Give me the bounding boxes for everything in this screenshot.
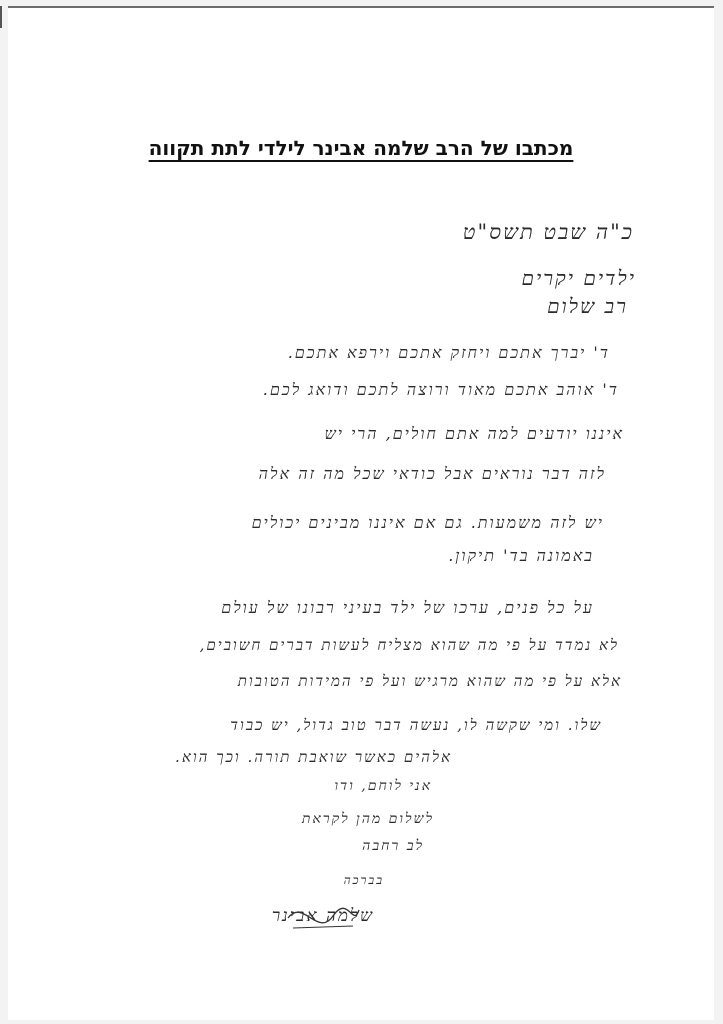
letter-greeting: ילדים יקרים <box>521 266 636 290</box>
letter-page <box>8 6 714 1020</box>
letter-line: יש לזה משמעות. גם אם איננו מבינים יכולים <box>251 513 604 532</box>
signature-label: בברכה <box>343 873 384 887</box>
letter-date: כ"ה שבט תשס"ט <box>462 220 634 244</box>
page-title: מכתבו של הרב שלמה אבינר לילדי לתת תקווה <box>148 136 574 160</box>
closing-line: לב רחבה <box>362 838 424 854</box>
letter-line: לזה דבר נוראים אבל כודאי שכל מה זה אלה <box>258 464 606 483</box>
handwritten-signature <box>283 898 363 943</box>
signature-text: שלמה אבינר <box>271 906 374 926</box>
letter-line: על כל פנים, ערכו של ילד בעיני רבונו של עולם <box>221 598 594 617</box>
scan-edge-mark <box>0 6 2 28</box>
letter-line: באמונה בד' תיקון. <box>448 546 594 565</box>
letter-line: ד' יברך אתכם ויחזק אתכם וירפא אתכם. <box>287 343 610 362</box>
letter-line: איננו יודעים למה אתם חולים, הרי יש <box>324 424 624 443</box>
closing-line: אני לוחם, ודו <box>334 778 432 794</box>
closing-line: לשלום מהן לקראת <box>301 811 434 827</box>
letter-line: שלו. ומי שקשה לו, נעשה דבר טוב גדול, יש כבוד <box>230 716 602 734</box>
letter-line: ד' אוהב אתכם מאוד ורוצה לתכם ודואג לכם. <box>262 380 619 399</box>
letter-line: לא נמדד על פי מה שהוא מצליח לעשות דברים חשובים, <box>199 636 619 654</box>
letter-line: אלהים כאשר שואבת תורה. וכך הוא. <box>175 748 452 766</box>
letter-salutation: רב שלום <box>547 294 628 318</box>
letter-line: אלא על פי מה שהוא מרגיש ועל פי המידות הטובות <box>237 672 622 690</box>
